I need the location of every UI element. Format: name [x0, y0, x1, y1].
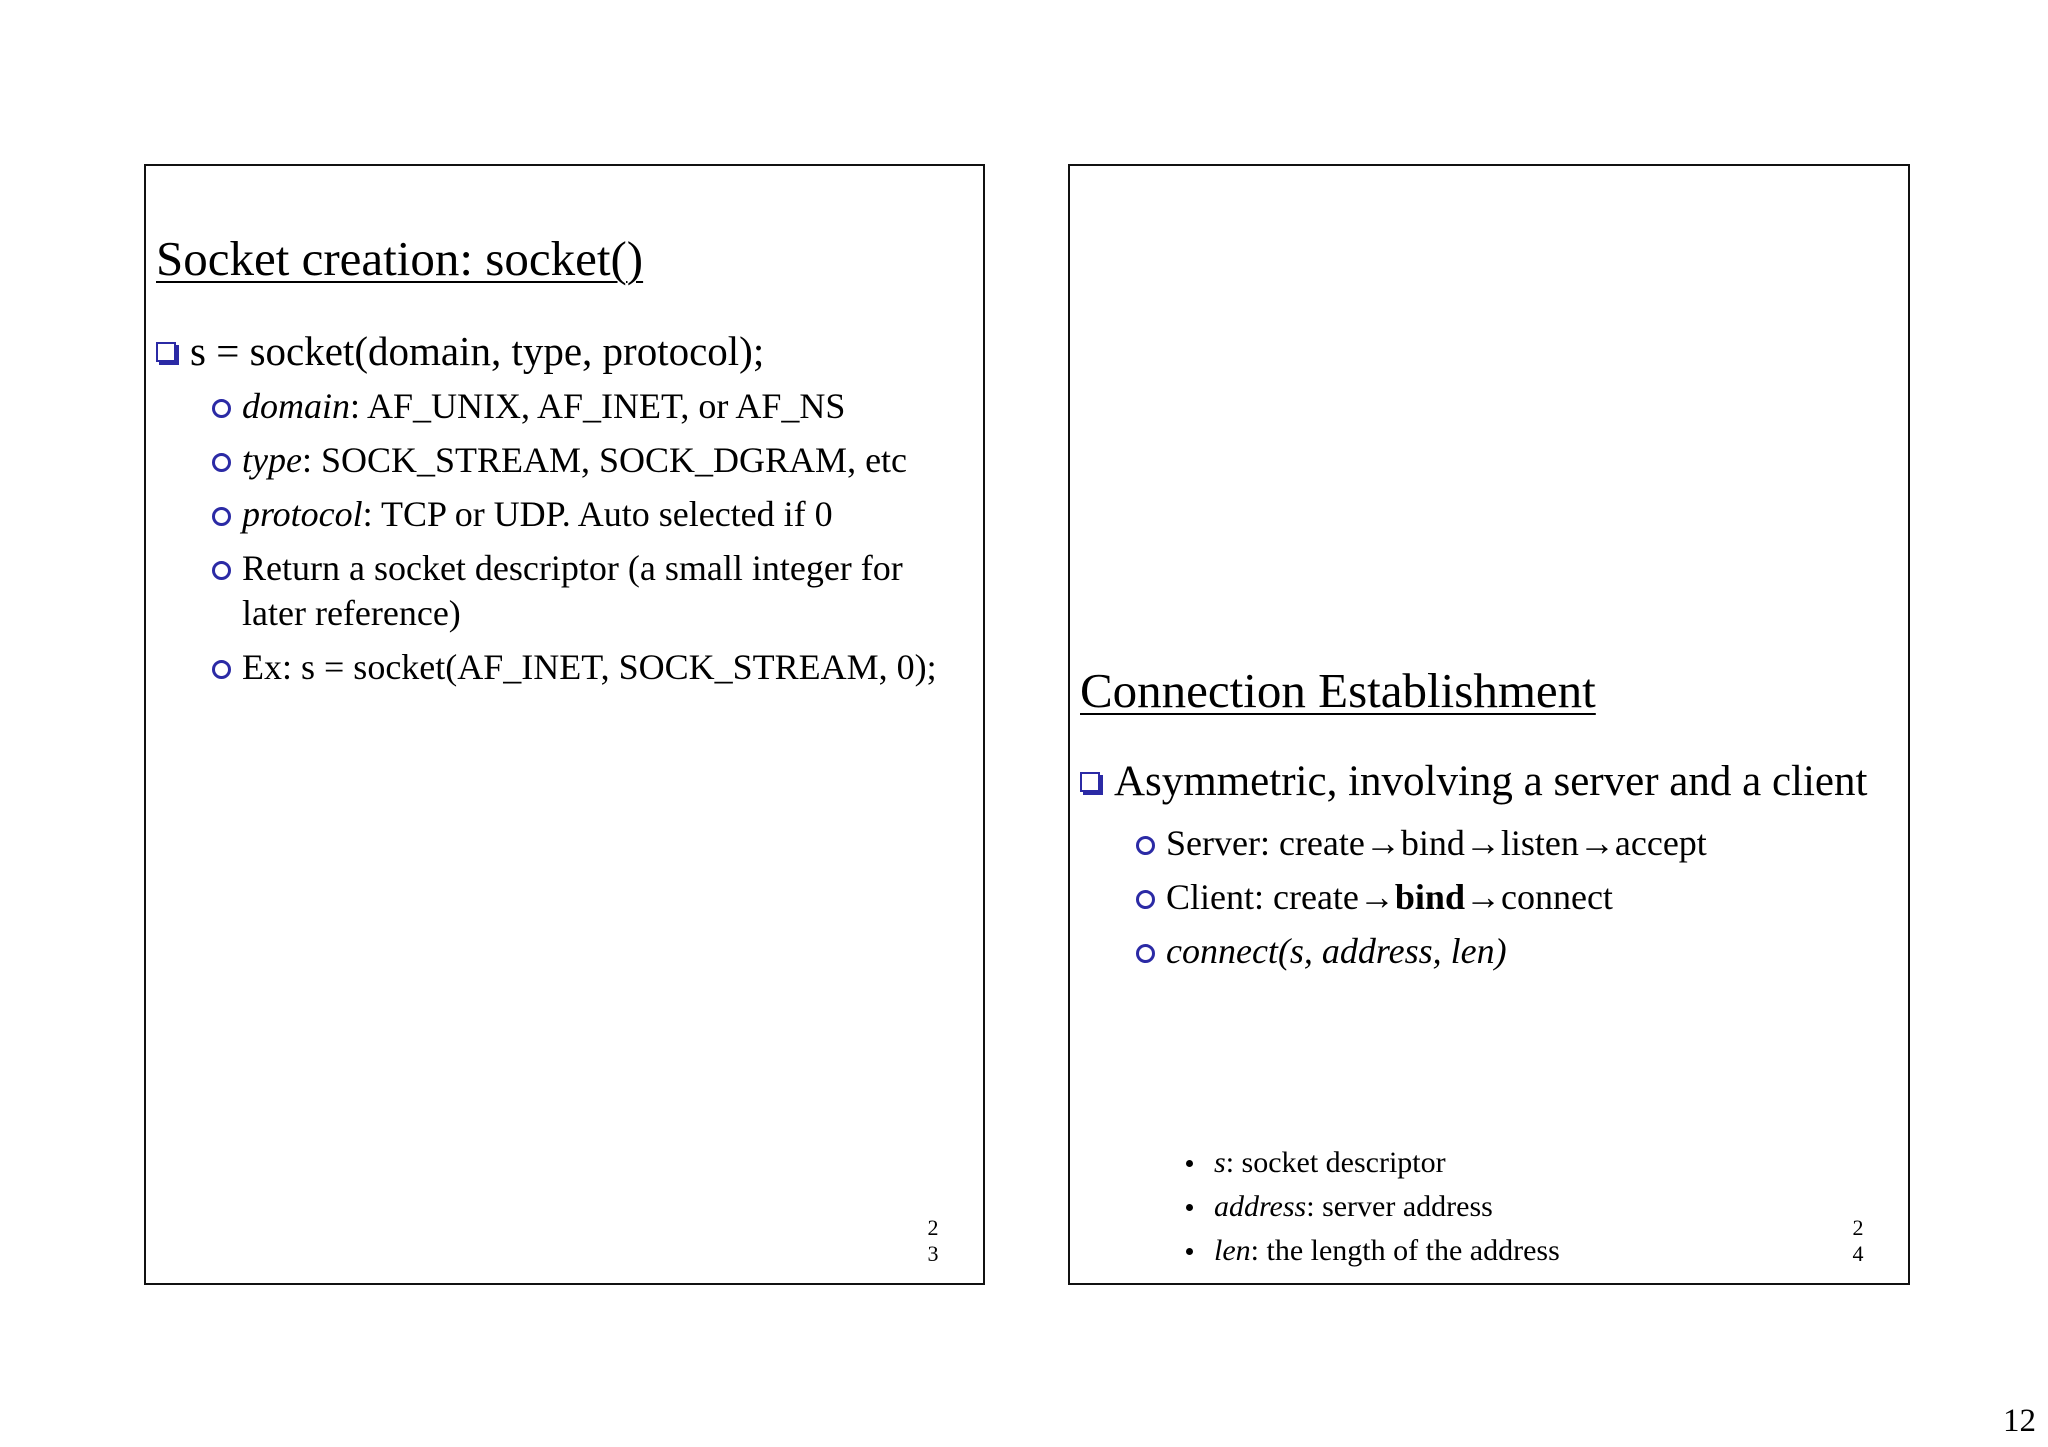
- ring-bullet-icon: [1136, 836, 1155, 855]
- sub-bullet-list: [1136, 821, 1896, 983]
- dot-bullet-icon: [1186, 1160, 1193, 1167]
- description: : SOCK_STREAM, SOCK_DGRAM, etc: [301, 440, 908, 480]
- slide-connection-establishment: [1068, 164, 1910, 1285]
- client-bind: bind: [1394, 877, 1465, 917]
- dot-bullet-icon: [1186, 1248, 1193, 1255]
- slide-socket-creation: [144, 164, 985, 1285]
- arrow-icon: →: [1358, 877, 1395, 917]
- list-item: [1186, 1229, 1560, 1273]
- server-bind: bind: [1400, 823, 1465, 863]
- ring-bullet-icon: [1136, 890, 1155, 909]
- description: Ex: s = socket(AF_INET, SOCK_STREAM, 0);: [242, 647, 937, 687]
- ring-bullet-icon: [1136, 944, 1155, 963]
- square-bullet-icon: [156, 342, 176, 362]
- ring-bullet-icon: [212, 507, 231, 526]
- bullet-level1: [156, 328, 765, 374]
- param-list: [1186, 1141, 1560, 1273]
- ring-bullet-icon: [212, 453, 231, 472]
- dot-bullet-icon: [1186, 1204, 1193, 1211]
- bullet-text: s = socket(domain, type, protocol);: [190, 328, 765, 374]
- term: s: [1214, 1146, 1226, 1179]
- ring-bullet-icon: [212, 561, 231, 580]
- term: address: [1214, 1190, 1307, 1223]
- slide-title: Connection Establishment: [1080, 663, 1596, 718]
- description: : TCP or UDP. Auto selected if 0: [362, 494, 833, 534]
- term: protocol: [242, 494, 363, 534]
- ring-bullet-icon: [212, 399, 231, 418]
- list-item: [212, 384, 972, 429]
- term: domain: [242, 386, 350, 426]
- slide-title: Socket creation: socket(): [156, 231, 644, 286]
- list-item: [212, 492, 972, 537]
- bullet-text: Asymmetric, involving a server and a client: [1114, 758, 1868, 805]
- bullet-level1: [1080, 760, 1867, 803]
- list-item: [1186, 1185, 1560, 1229]
- description: : server address: [1306, 1190, 1493, 1223]
- client-prefix: Client: create: [1166, 877, 1359, 917]
- arrow-icon: →: [1578, 823, 1615, 863]
- description: : the length of the address: [1250, 1234, 1560, 1267]
- document-page-number: 12: [2003, 1403, 2036, 1439]
- description: Return a socket descriptor (a small integer for later reference): [242, 548, 903, 633]
- arrow-icon: →: [1464, 877, 1501, 917]
- client-connect: connect: [1500, 877, 1613, 917]
- list-item: [1186, 1141, 1560, 1185]
- list-item: [212, 438, 972, 483]
- term: len: [1214, 1234, 1251, 1267]
- arrow-icon: →: [1464, 823, 1501, 863]
- list-item: [212, 546, 932, 636]
- arrow-icon: →: [1364, 823, 1401, 863]
- list-item-client: [1136, 875, 1896, 920]
- term: type: [242, 440, 302, 480]
- sub-bullet-list: [212, 384, 972, 699]
- description: : socket descriptor: [1225, 1146, 1446, 1179]
- list-item: [212, 645, 972, 690]
- list-item-connect: [1136, 929, 1896, 974]
- ring-bullet-icon: [212, 660, 231, 679]
- slide-page-number: 2 4: [1852, 1215, 1864, 1266]
- square-bullet-icon: [1080, 772, 1100, 792]
- description: : AF_UNIX, AF_INET, or AF_NS: [350, 386, 846, 426]
- list-item-server: [1136, 821, 1896, 866]
- server-accept: accept: [1614, 823, 1707, 863]
- slide-page-number: 2 3: [927, 1215, 939, 1266]
- server-prefix: Server: create: [1166, 823, 1365, 863]
- connect-signature: connect(s, address, len): [1166, 931, 1507, 971]
- server-listen: listen: [1500, 823, 1579, 863]
